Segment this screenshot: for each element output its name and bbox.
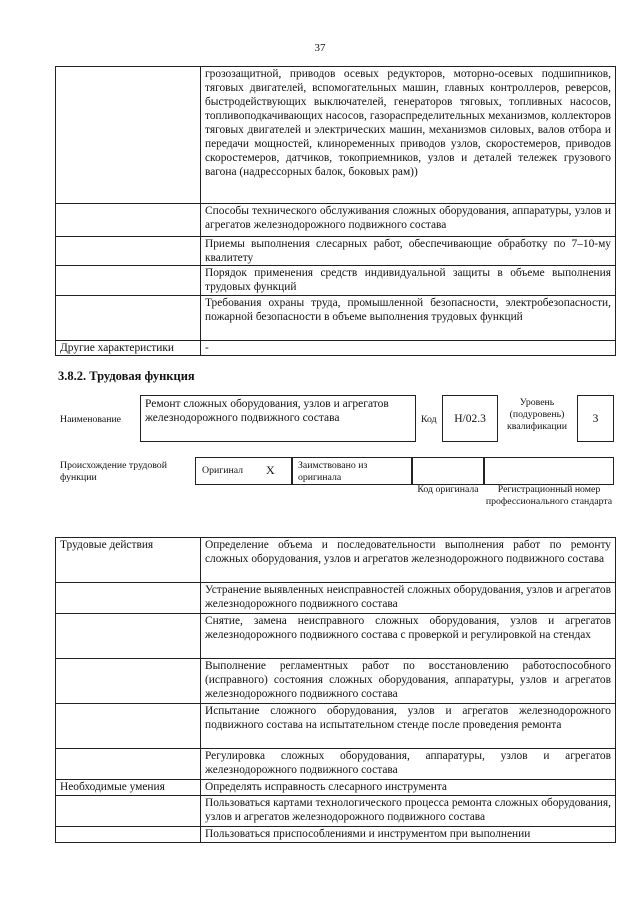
row-label bbox=[56, 237, 201, 266]
page-number: 37 bbox=[314, 42, 326, 54]
code-label: Код bbox=[421, 414, 437, 425]
table-row bbox=[56, 67, 616, 204]
row-text: Определение объема и последовательности выполнения работ по ремонту сложных оборудования, узлов и агрегатов железнодорожного подвижного состава bbox=[201, 538, 616, 583]
row-label bbox=[56, 796, 201, 827]
row-label bbox=[56, 659, 201, 704]
level-label: Уровень (подуровень) квалификации bbox=[506, 397, 568, 432]
row-text: Приемы выполнения слесарных работ, обеспечивающие обработку по 7–10-му квалитету bbox=[201, 237, 616, 266]
reg-number-label: Регистрационный номер профессионального стандарта bbox=[485, 484, 613, 507]
row-text: Испытание сложного оборудования, узлов и агрегатов железнодорожного подвижного состава на испытательном стенде после проведения ремонта bbox=[201, 704, 616, 749]
row-text: Выполнение регламентных работ по восстановлению работоспособного (исправного) состояния сложных оборудования, аппаратуры, узлов и агрегатов железнодорожного подвижного состава bbox=[201, 659, 616, 704]
row-label bbox=[56, 583, 201, 614]
table-row bbox=[56, 237, 616, 266]
row-label bbox=[56, 67, 201, 204]
row-text: Пользоваться приспособлениями и инструментом при выполнении bbox=[201, 827, 616, 843]
row-text: Определять исправность слесарного инструмента bbox=[201, 780, 616, 796]
row-label bbox=[56, 704, 201, 749]
table-row bbox=[56, 204, 616, 237]
function-name: Ремонт сложных оборудования, узлов и агрегатов железнодорожного подвижного состава bbox=[140, 395, 416, 442]
original-code-cell bbox=[412, 457, 484, 485]
row-label: Другие характеристики bbox=[56, 341, 201, 356]
original-mark: Х bbox=[266, 463, 275, 477]
row-label bbox=[56, 749, 201, 780]
knowledge-table bbox=[55, 66, 616, 356]
row-text: Устранение выявленных неисправностей сложных оборудования, узлов и агрегатов железнодорожного подвижного состава bbox=[201, 583, 616, 614]
table-row bbox=[56, 659, 616, 704]
row-text: Порядок применения средств индивидуальной защиты в объеме выполнения трудовых функций bbox=[201, 266, 616, 296]
row-label bbox=[56, 266, 201, 296]
row-text: грозозащитной, приводов осевых редукторов, моторно-осевых подшипников, тяговых двигателей, вспомогательных машин, главных контроллеров, реверсов, быстродействующих выключателей, генераторов тяговых, топливных насосов, топливоподкачивающих насосов, газораспределительных механизмов, коллекторов тяговых двигателей и электрических машин, механизмов силовых, валов отбора и передачи мощностей, клиноременных приводов узлов, скоростемеров, приводов скоростемеров, датчиков, токоприемников, узлов и деталей тележек грузового вагона (надрессорных балок, боковых рам)) bbox=[201, 67, 616, 204]
table-row bbox=[56, 704, 616, 749]
table-row bbox=[56, 796, 616, 827]
table-row bbox=[56, 538, 616, 583]
row-label bbox=[56, 296, 201, 341]
reg-number-cell bbox=[484, 457, 614, 485]
function-code: Н/02.3 bbox=[442, 395, 498, 442]
row-label bbox=[56, 827, 201, 843]
table-row bbox=[56, 296, 616, 341]
row-text: - bbox=[201, 341, 616, 356]
row-text: Способы технического обслуживания сложных оборудования, аппаратуры, узлов и агрегатов железнодорожного подвижного состава bbox=[201, 204, 616, 237]
row-text: Требования охраны труда, промышленной безопасности, электробезопасности, пожарной безопасности в объеме выполнения трудовых функций bbox=[201, 296, 616, 341]
table-row bbox=[56, 827, 616, 843]
table-row bbox=[56, 341, 616, 356]
table-row bbox=[56, 780, 616, 796]
level-value: 3 bbox=[577, 395, 614, 442]
row-text: Пользоваться картами технологического процесса ремонта сложных оборудования, узлов и агрегатов железнодорожного подвижного состава bbox=[201, 796, 616, 827]
name-label: Наименование bbox=[60, 414, 122, 425]
table-row bbox=[56, 583, 616, 614]
original-label: Оригинал bbox=[202, 465, 244, 476]
row-label bbox=[56, 204, 201, 237]
row-label bbox=[56, 614, 201, 659]
table-row bbox=[56, 749, 616, 780]
row-label: Необходимые умения bbox=[56, 780, 201, 796]
borrowed-cell: Заимствовано из оригинала bbox=[292, 457, 412, 485]
code-original-label: Код оригинала bbox=[417, 484, 479, 495]
row-text: Снятие, замена неисправного сложных оборудования, узлов и агрегатов железнодорожного подвижного состава с проверкой и регулировкой на стендах bbox=[201, 614, 616, 659]
section-title: 3.8.2. Трудовая функция bbox=[58, 369, 195, 383]
row-text: Регулировка сложных оборудования, аппаратуры, узлов и агрегатов железнодорожного подвижного состава bbox=[201, 749, 616, 780]
row-label: Трудовые действия bbox=[56, 538, 201, 583]
table-row bbox=[56, 614, 616, 659]
table-row bbox=[56, 266, 616, 296]
original-cell bbox=[195, 457, 292, 485]
actions-table bbox=[55, 537, 616, 843]
origin-label: Происхождение трудовой функции bbox=[60, 460, 167, 483]
